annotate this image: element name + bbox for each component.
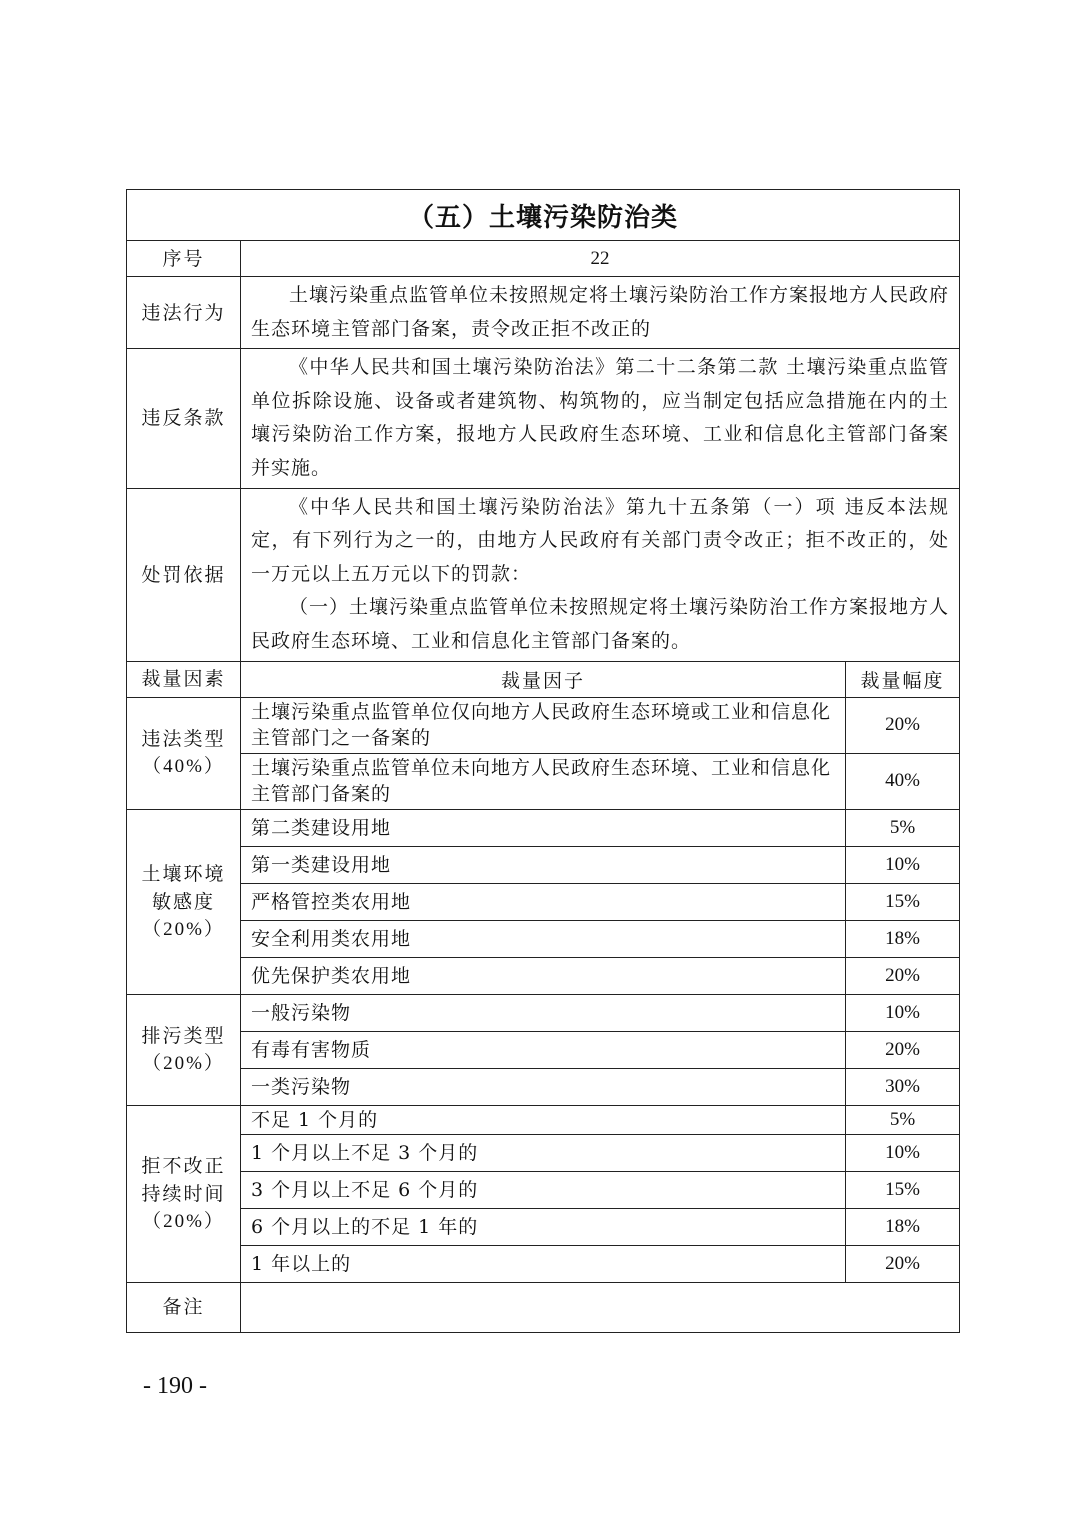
table-row — [127, 809, 960, 846]
factor-text: 6 个月以上的不足 1 年的 — [241, 1208, 846, 1245]
group-label-line: 拒不改正 — [141, 1154, 226, 1177]
group-label-discharge-type — [127, 994, 241, 1105]
serial-label: 序号 — [127, 241, 241, 277]
factor-pct: 30% — [846, 1068, 960, 1105]
clause-text: 《中华人民共和国土壤污染防治法》第二十二条第二款 土壤污染重点监管单位拆除设施、设备或者建筑物、构筑物的，应当制定包括应急措施在内的土壤污染防治工作方案，报地方人民政府生态环境、工业和信息化主管部门备案并实施。 — [241, 349, 960, 488]
table-row — [127, 1171, 960, 1208]
factor-text: 1 个月以上不足 3 个月的 — [241, 1134, 846, 1171]
factor-pct: 15% — [846, 883, 960, 920]
group-label-line: 违法类型 — [141, 728, 226, 751]
factor-pct: 20% — [846, 697, 960, 753]
remark-label: 备注 — [127, 1282, 241, 1332]
group-label-line: 敏感度 — [151, 890, 215, 913]
table-row — [127, 1068, 960, 1105]
factor-text: 第二类建设用地 — [241, 809, 846, 846]
range-header: 裁量幅度 — [846, 661, 960, 697]
factor-text: 一般污染物 — [241, 994, 846, 1031]
factor-pct: 10% — [846, 994, 960, 1031]
factor-pct: 18% — [846, 920, 960, 957]
basis-text-2: （一）土壤污染重点监管单位未按照规定将土壤污染防治工作方案报地方人民政府生态环境、工业和信息化主管部门备案的。 — [251, 596, 950, 652]
group-label-pct: （20%） — [142, 1052, 225, 1074]
factor-text: 第一类建设用地 — [241, 846, 846, 883]
remark-value — [241, 1282, 960, 1332]
table-row — [127, 1031, 960, 1068]
factor-text: 1 年以上的 — [241, 1245, 846, 1282]
group-label-refusal-duration — [127, 1105, 241, 1282]
table-row — [127, 753, 960, 809]
table-row — [127, 1105, 960, 1134]
table-row — [127, 846, 960, 883]
factor-pct: 15% — [846, 1171, 960, 1208]
group-label-violation-type — [127, 697, 241, 809]
factor-pct: 40% — [846, 753, 960, 809]
table-row — [127, 697, 960, 753]
group-label-line: 土壤环境 — [141, 862, 226, 885]
factor-text: 安全利用类农用地 — [241, 920, 846, 957]
factor-pct: 20% — [846, 957, 960, 994]
group-label-line: 排污类型 — [141, 1024, 226, 1047]
table-row — [127, 957, 960, 994]
sub-factor-header: 裁量因子 — [241, 661, 846, 697]
group-label-pct: （20%） — [142, 1210, 225, 1232]
table-title: （五）土壤污染防治类 — [127, 190, 960, 241]
factor-text: 土壤污染重点监管单位仅向地方人民政府生态环境或工业和信息化主管部门之一备案的 — [241, 697, 846, 753]
factor-pct: 10% — [846, 1134, 960, 1171]
serial-value: 22 — [241, 241, 960, 277]
factor-pct: 5% — [846, 809, 960, 846]
factor-text: 3 个月以上不足 6 个月的 — [241, 1171, 846, 1208]
factor-pct: 20% — [846, 1031, 960, 1068]
table-row — [127, 920, 960, 957]
basis-text-1: 《中华人民共和国土壤污染防治法》第九十五条第（一）项 违反本法规定，有下列行为之一的，由地方人民政府有关部门责令改正；拒不改正的，处一万元以上五万元以下的罚款： — [251, 495, 950, 585]
factor-text: 一类污染物 — [241, 1068, 846, 1105]
table-row — [127, 1134, 960, 1171]
factor-text: 不足 1 个月的 — [241, 1105, 846, 1134]
group-label-soil-sensitivity — [127, 809, 241, 994]
factor-pct: 20% — [846, 1245, 960, 1282]
group-label-pct: （40%） — [142, 756, 225, 778]
page-number: - 190 - — [143, 1373, 207, 1399]
group-label-pct: （20%） — [142, 918, 225, 940]
factor-text: 严格管控类农用地 — [241, 883, 846, 920]
factor-pct: 10% — [846, 846, 960, 883]
factor-text: 土壤污染重点监管单位未向地方人民政府生态环境、工业和信息化主管部门备案的 — [241, 753, 846, 809]
factor-pct: 5% — [846, 1105, 960, 1134]
factor-text: 有毒有害物质 — [241, 1031, 846, 1068]
discretion-table — [126, 189, 960, 1333]
basis-text — [241, 488, 960, 661]
violation-text: 土壤污染重点监管单位未按照规定将土壤污染防治工作方案报地方人民政府生态环境主管部门备案，责令改正拒不改正的 — [241, 277, 960, 349]
table-row — [127, 1208, 960, 1245]
factor-header: 裁量因素 — [127, 661, 241, 697]
table-row — [127, 883, 960, 920]
basis-label: 处罚依据 — [127, 488, 241, 661]
violation-label: 违法行为 — [127, 277, 241, 349]
factor-pct: 18% — [846, 1208, 960, 1245]
table-row — [127, 994, 960, 1031]
clause-label: 违反条款 — [127, 349, 241, 488]
table-row — [127, 1245, 960, 1282]
group-label-line: 持续时间 — [141, 1182, 226, 1205]
factor-text: 优先保护类农用地 — [241, 957, 846, 994]
